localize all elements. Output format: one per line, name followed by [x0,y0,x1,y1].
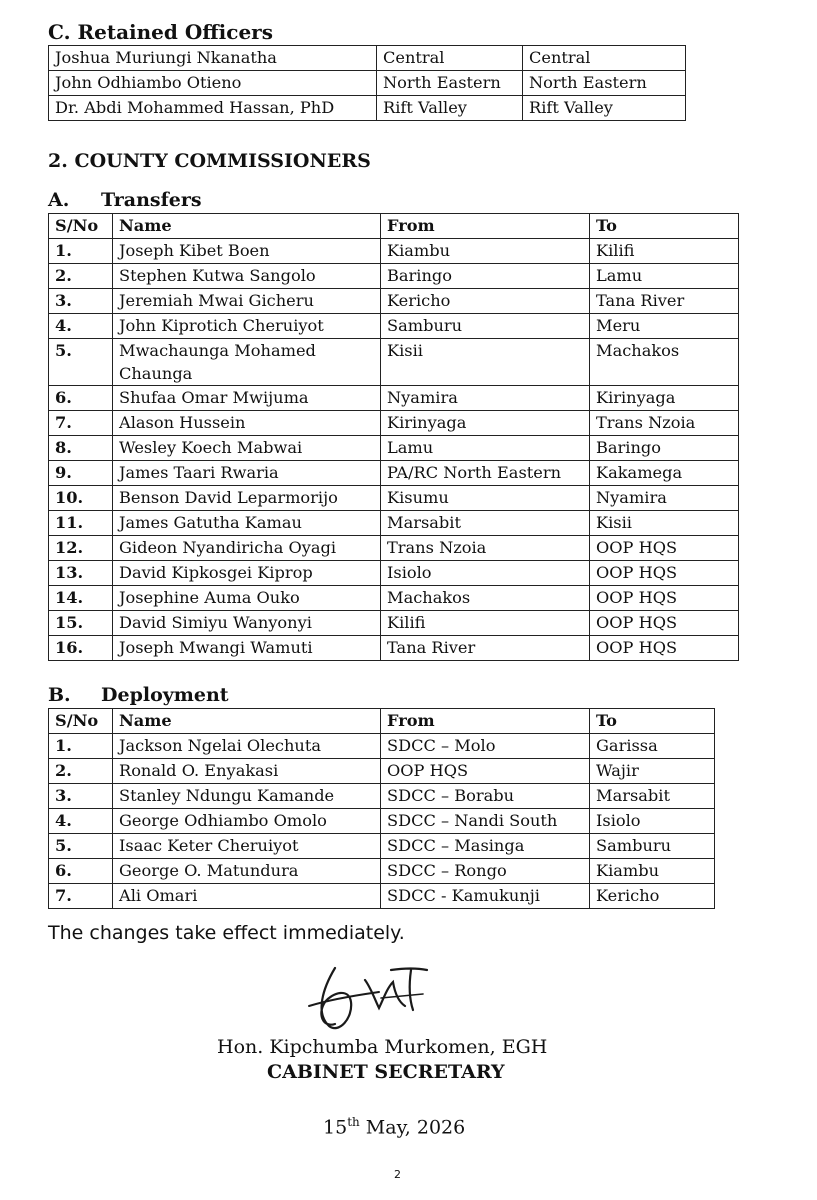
table-row [49,586,739,611]
table-row [49,436,739,461]
serial-cell: 15. [49,611,113,636]
from-cell: Rift Valley [377,96,523,121]
from-cell: Baringo [381,264,590,289]
serial-cell: 13. [49,561,113,586]
name-cell: Ali Omari [113,884,381,909]
to-cell: Samburu [590,834,715,859]
col-header-sno: S/No [49,709,113,734]
from-cell: Kilifi [381,611,590,636]
date-day: 15 [323,1116,348,1139]
officer-name: Dr. Abdi Mohammed Hassan, PhD [49,96,377,121]
from-cell: Kisumu [381,486,590,511]
name-cell: Ronald O. Enyakasi [113,759,381,784]
col-header-to: To [590,214,739,239]
table-row [49,239,739,264]
table-header-row [49,709,715,734]
date-suffix: th [347,1115,360,1129]
serial-cell: 11. [49,511,113,536]
table-row [49,536,739,561]
retained-heading: C. Retained Officers [48,20,273,44]
document-date [323,1115,465,1138]
serial-cell: 14. [49,586,113,611]
from-cell: Isiolo [381,561,590,586]
col-header-sno: S/No [49,214,113,239]
table-row [49,96,686,121]
name-cell: John Kiprotich Cheruiyot [113,314,381,339]
from-cell: Kiambu [381,239,590,264]
to-cell: Kericho [590,884,715,909]
table-row [49,486,739,511]
serial-cell: 5. [49,339,113,386]
name-cell: Josephine Auma Ouko [113,586,381,611]
serial-cell: 2. [49,264,113,289]
deployment-letter: B. [48,684,71,706]
to-cell: OOP HQS [590,586,739,611]
from-cell: North Eastern [377,71,523,96]
name-cell: Jeremiah Mwai Gicheru [113,289,381,314]
from-cell: Nyamira [381,386,590,411]
to-cell: North Eastern [523,71,686,96]
to-cell: OOP HQS [590,611,739,636]
name-cell: Alason Hussein [113,411,381,436]
table-row [49,884,715,909]
name-cell: Benson David Leparmorijo [113,486,381,511]
transfers-table [48,213,739,661]
officer-name: Joshua Muriungi Nkanatha [49,46,377,71]
from-cell: Trans Nzoia [381,536,590,561]
from-cell: OOP HQS [381,759,590,784]
name-cell: Isaac Keter Cheruiyot [113,834,381,859]
name-cell: Stanley Ndungu Kamande [113,784,381,809]
from-cell: SDCC – Molo [381,734,590,759]
from-cell: Machakos [381,586,590,611]
to-cell: Kilifi [590,239,739,264]
from-cell: SDCC – Rongo [381,859,590,884]
table-row [49,636,739,661]
name-cell: Jackson Ngelai Olechuta [113,734,381,759]
from-cell: Tana River [381,636,590,661]
table-row [49,859,715,884]
to-cell: OOP HQS [590,561,739,586]
signatory-name: Hon. Kipchumba Murkomen, EGH [217,1036,548,1058]
table-row [49,734,715,759]
serial-cell: 7. [49,411,113,436]
serial-cell: 6. [49,386,113,411]
serial-cell: 5. [49,834,113,859]
name-cell: George Odhiambo Omolo [113,809,381,834]
table-row [49,71,686,96]
to-cell: Kiambu [590,859,715,884]
closing-statement: The changes take effect immediately. [48,922,405,944]
to-cell: Wajir [590,759,715,784]
col-header-to: To [590,709,715,734]
table-row [49,314,739,339]
serial-cell: 3. [49,784,113,809]
serial-cell: 10. [49,486,113,511]
from-cell: SDCC – Masinga [381,834,590,859]
serial-cell: 16. [49,636,113,661]
to-cell: Isiolo [590,809,715,834]
table-row [49,611,739,636]
to-cell: Marsabit [590,784,715,809]
table-row [49,289,739,314]
page-number: 2 [394,1168,401,1181]
from-cell: Central [377,46,523,71]
to-cell: Garissa [590,734,715,759]
from-cell: Samburu [381,314,590,339]
from-cell: Lamu [381,436,590,461]
from-cell: SDCC – Borabu [381,784,590,809]
serial-cell: 2. [49,759,113,784]
name-cell: Mwachaunga Mohamed Chaunga [113,339,381,386]
serial-cell: 9. [49,461,113,486]
transfers-letter: A. [48,189,70,211]
table-row [49,759,715,784]
serial-cell: 8. [49,436,113,461]
to-cell: Lamu [590,264,739,289]
serial-cell: 4. [49,809,113,834]
deployment-table [48,708,715,909]
signature-image [295,958,445,1038]
table-row [49,339,739,386]
to-cell: Machakos [590,339,739,386]
table-row [49,386,739,411]
name-cell: David Kipkosgei Kiprop [113,561,381,586]
name-cell: James Gatutha Kamau [113,511,381,536]
table-row [49,784,715,809]
serial-cell: 4. [49,314,113,339]
to-cell: Nyamira [590,486,739,511]
serial-cell: 1. [49,239,113,264]
serial-cell: 6. [49,859,113,884]
to-cell: Rift Valley [523,96,686,121]
to-cell: Central [523,46,686,71]
col-header-name: Name [113,709,381,734]
table-header-row [49,214,739,239]
serial-cell: 3. [49,289,113,314]
to-cell: Kisii [590,511,739,536]
from-cell: SDCC - Kamukunji [381,884,590,909]
to-cell: OOP HQS [590,636,739,661]
to-cell: Trans Nzoia [590,411,739,436]
serial-cell: 1. [49,734,113,759]
col-header-name: Name [113,214,381,239]
to-cell: Meru [590,314,739,339]
table-row [49,411,739,436]
to-cell: Kirinyaga [590,386,739,411]
name-cell: James Taari Rwaria [113,461,381,486]
table-row [49,834,715,859]
officer-name: John Odhiambo Otieno [49,71,377,96]
to-cell: Tana River [590,289,739,314]
from-cell: PA/RC North Eastern [381,461,590,486]
from-cell: Kisii [381,339,590,386]
table-row [49,264,739,289]
table-row [49,461,739,486]
name-cell: Shufaa Omar Mwijuma [113,386,381,411]
name-cell: George O. Matundura [113,859,381,884]
from-cell: Marsabit [381,511,590,536]
table-row [49,809,715,834]
deployment-title: Deployment [101,684,229,706]
name-cell: Joseph Mwangi Wamuti [113,636,381,661]
table-row [49,561,739,586]
date-rest: May, 2026 [359,1116,466,1139]
from-cell: Kericho [381,289,590,314]
to-cell: OOP HQS [590,536,739,561]
name-cell: Wesley Koech Mabwai [113,436,381,461]
retained-table [48,45,686,121]
table-row [49,511,739,536]
name-cell: Stephen Kutwa Sangolo [113,264,381,289]
transfers-title: Transfers [101,189,202,211]
to-cell: Baringo [590,436,739,461]
from-cell: SDCC – Nandi South [381,809,590,834]
section-heading: 2. COUNTY COMMISSIONERS [48,150,371,172]
table-row [49,46,686,71]
serial-cell: 12. [49,536,113,561]
col-header-from: From [381,709,590,734]
name-cell: Gideon Nyandiricha Oyagi [113,536,381,561]
signatory-title: CABINET SECRETARY [267,1061,505,1083]
name-cell: David Simiyu Wanyonyi [113,611,381,636]
name-cell: Joseph Kibet Boen [113,239,381,264]
col-header-from: From [381,214,590,239]
from-cell: Kirinyaga [381,411,590,436]
to-cell: Kakamega [590,461,739,486]
serial-cell: 7. [49,884,113,909]
